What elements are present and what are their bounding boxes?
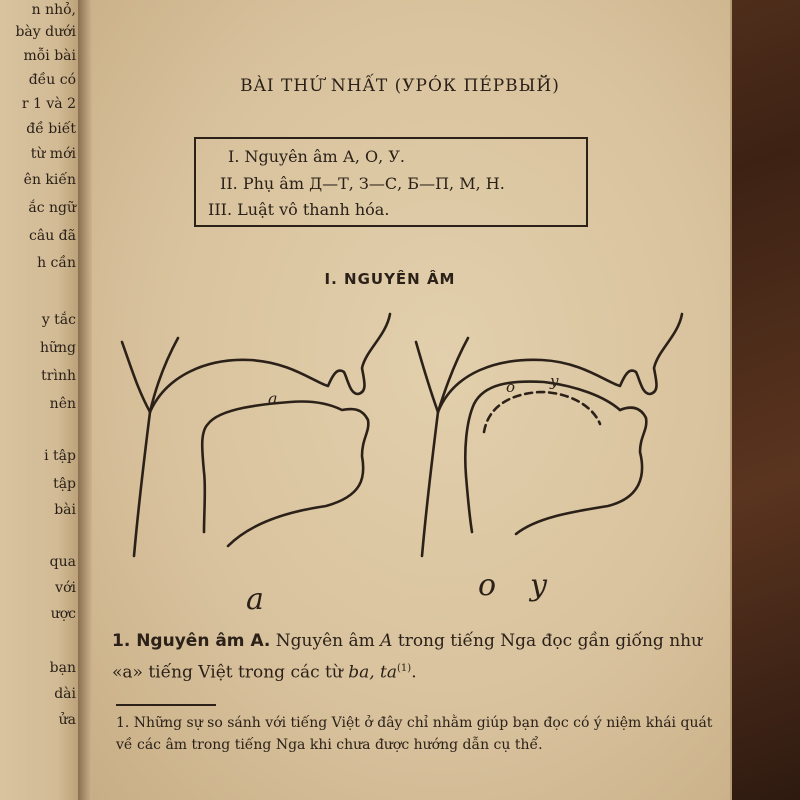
left-page-fragment: bài (54, 502, 76, 518)
paragraph-end: . (411, 662, 417, 683)
left-page-fragment: ắc ngữ (28, 200, 76, 216)
vocal-tract-a-diagram (122, 314, 390, 556)
left-page-fragment: i tập (44, 448, 76, 464)
paragraph-italic-words: ba, ta (348, 662, 398, 683)
left-page-fragment: h cần (37, 255, 76, 271)
left-page-fragment: dài (54, 686, 76, 702)
left-page-fragment: câu đã (29, 228, 76, 244)
paragraph-lead: 1. Nguyên âm A. (112, 631, 271, 651)
contents-item: II. Phụ âm Д—Т, З—С, Б—П, М, Н. (220, 174, 505, 193)
left-page-fragment: y tắc (41, 312, 76, 328)
paragraph-text: trong tiếng Nga đọc gần giống như «a» tiếng Việt trong các từ (112, 631, 703, 683)
diagram-label-y: y (550, 372, 559, 390)
left-page-fragment: r 1 và 2 (21, 96, 76, 112)
tongue-position-dashed-line (484, 392, 600, 432)
left-page-fragment: tập (53, 476, 76, 492)
footnote-divider (116, 704, 216, 706)
caption-a: a (246, 582, 264, 617)
lesson-contents-box (194, 137, 588, 227)
caption-y: y (530, 568, 547, 603)
left-page-fragment: trình (41, 368, 76, 384)
left-page-fragment: nên (49, 396, 76, 412)
left-page-fragment: mỗi bài (23, 48, 76, 64)
left-page-fragment: hững (39, 340, 76, 356)
paragraph-italic-letter: A (380, 631, 393, 651)
left-page-fragment: đều có (28, 72, 76, 88)
left-page-fragment: bạn (49, 660, 76, 676)
vowel-a-paragraph (112, 628, 712, 687)
left-page-fragment: đề biết (26, 121, 76, 137)
left-page-fragment: qua (49, 554, 76, 570)
paragraph-text: Nguyên âm (270, 631, 381, 651)
caption-o: o (478, 568, 497, 603)
left-page-fragment: ên kiến (23, 172, 76, 188)
left-page-fragment: ửa (58, 712, 76, 728)
contents-item: I. Nguyên âm А, О, У. (228, 147, 405, 166)
diagram-label-a: a (268, 389, 278, 408)
left-page-edge (0, 0, 82, 800)
vocal-tract-o-y-diagram (416, 314, 682, 556)
section-heading: I. NGUYÊN ÂM (324, 270, 456, 288)
left-page-fragment: với (55, 580, 76, 596)
left-page-fragment: ược (50, 606, 76, 622)
left-page-fragment: từ mới (30, 146, 76, 162)
footnote-text: 1. Những sự so sánh với tiếng Việt ở đây chỉ nhằm giúp bạn đọc có ý niệm khái quát về các âm trong tiếng Nga khi chưa được hướng dẫn cụ thể. (116, 715, 713, 753)
lesson-title: BÀI THỨ NHẤT (УРÓК ПÉРВЫЙ) (240, 76, 560, 96)
diagram-label-o: o (506, 378, 516, 396)
vocal-tract-diagrams (100, 300, 700, 570)
footnote-marker: (1) (397, 663, 412, 674)
left-page-fragment: bày dưới (15, 24, 76, 40)
left-page-fragment: n nhỏ, (31, 2, 76, 18)
contents-item: III. Luật vô thanh hóa. (208, 200, 390, 219)
